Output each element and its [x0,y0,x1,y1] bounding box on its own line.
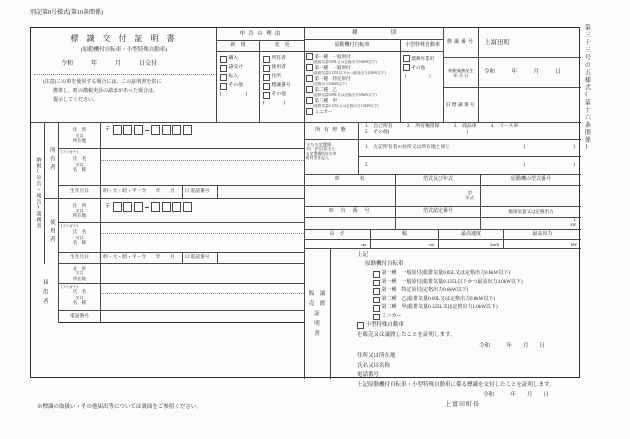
location-label-2: ※( )内は旧主た [306,147,336,151]
checkbox-icon[interactable] [373,288,380,295]
type-approval-header: 型式認定番号 [396,207,481,218]
address-label-1: 住 所 [72,202,87,208]
name-label-1: 氏 名 [72,289,87,295]
sale-intro: 上記 [357,252,369,258]
checkbox-icon[interactable] [306,53,313,60]
kind-moped-label: 第一種 一般原付 [314,64,351,70]
furigana-label: (フリガナ) [61,224,78,228]
chassis-number-header: 車 台 番 号 [304,207,396,218]
ownership-options-1: 1. 自己所有 2. 所有権留保 3. 商品車 4. リース車 [365,124,519,129]
user-address-label [59,199,101,223]
kind-moped-header: 原動機付自転車 [304,40,401,52]
reporter-side-label: 届出者 [31,264,59,323]
old-plate-label: 旧標識番号 [444,88,479,122]
reason-change-label: 住所 [271,74,282,80]
postal-digit-box[interactable] [151,202,160,212]
checkbox-icon[interactable] [306,108,313,115]
reason-new-label: その他 [228,83,243,89]
checkbox-icon[interactable] [403,55,410,62]
reason-change-label: 標識番号 [271,83,291,89]
reason-change-label: その他 [271,92,286,98]
kind-box [304,28,444,122]
reason-new-label: 購入 [228,56,239,62]
reason-change-item [263,92,286,99]
user-name-field[interactable] [101,223,304,253]
sale-item [373,280,523,287]
postal-digit-box[interactable] [162,125,171,135]
checkbox-icon[interactable] [220,74,227,81]
width-field[interactable] [371,240,439,249]
location-option-2: 2. [365,162,369,168]
reporter-name-field[interactable] [101,284,304,311]
postal-digit-box[interactable] [151,125,160,135]
name-label-1: 氏 名 [72,156,87,162]
owner-birth-field[interactable]: 明・大・昭・平・令 年 月 日 [101,186,183,199]
owner-phone-field[interactable] [218,186,304,199]
birth-label: 生年月日 [59,253,101,264]
reason-new-item [220,74,238,81]
postal-digit-box[interactable] [172,202,181,212]
sale-phone-label: 電話番号 [357,372,380,378]
main-form-table [30,27,580,378]
checkbox-icon[interactable] [263,83,270,90]
checkbox-icon[interactable] [220,65,227,72]
postal-mark: 〒 [105,203,111,210]
kind-special-label: 農耕作業用 [411,55,434,61]
kind-moped-sub: (総排気量0.05L又は定格出力0.6kW以下) [313,59,377,64]
owner-name-label [59,149,101,186]
sale-item-label: 第二種 乙(総排気量0.09L又は定格出力0.8kW以下) [381,296,496,302]
checkbox-icon[interactable] [263,65,270,72]
reporter-address-label [59,264,101,284]
phone-label: 電話番号 [183,186,218,199]
certificate-title-box [31,28,217,122]
reason-change-label: 所有者 [271,56,286,62]
sale-side-line: 明 [314,321,320,327]
checkbox-icon[interactable] [263,74,270,81]
ownership-label: 所 有 形 態 [304,122,359,140]
width-header: 幅 [371,230,439,240]
vehicle-name-field[interactable] [304,186,396,207]
kind-moped-item [306,64,386,75]
location-label [304,140,359,175]
name-label-2: 又は [75,234,84,240]
sale-certificate-body [331,249,581,379]
plate-number-field[interactable] [479,28,581,58]
name-label-1: 氏 名 [72,229,87,235]
address-label-1: 住 所 [72,127,87,133]
postal-digit-box[interactable] [134,202,143,212]
reporter-phone-field[interactable] [101,311,304,323]
sale-item-label: 第二種 甲(総排気量0.125L又は定格出力1.0kW以下) [381,305,498,311]
max-speed-field[interactable] [439,240,504,249]
reason-new-label: 譲受け [228,65,243,71]
checkbox-icon[interactable] [220,83,227,90]
reason-change-label: 使用者 [271,65,286,71]
owner-side-label: 所有者 [45,122,59,199]
birth-label: 生年月日 [59,186,101,199]
checkbox-icon[interactable] [263,92,270,99]
vehicle-name-header: 車 名 [304,175,396,186]
sale-date-line[interactable]: 令和 年 月 日 [479,343,546,349]
issue-date-line: 令和 年 月 日交付 [61,61,158,67]
max-speed-header: 最高速度 [439,230,504,240]
ownership-options-2: 5. その他( ) [365,129,468,135]
kind-moped-sub: (定格出力0.6kW以下) [313,81,347,86]
certificate-title: 標 識 交 付 証 明 書 [70,34,178,43]
issuer-name: 上富田町長 [445,402,481,408]
postal-digit-box[interactable] [123,125,132,135]
kind-special-item [403,55,434,62]
kind-special-label: その他 [411,64,425,70]
kind-moped-item [306,108,333,115]
reporter-name-label [59,284,101,311]
displacement-header: 総排気量又は定格出力 [481,207,581,218]
address-label-1: 住 所 [73,266,86,272]
model-sub-label: 型 [467,190,472,195]
unit-cm: cm [428,241,434,247]
name-label-3: 名 称 [72,239,87,245]
sale-statement: を販売又は譲渡したことを証明します。 [357,332,456,338]
tax-start-date-field[interactable]: 令和 年 月 日 [479,58,581,88]
form-code-left: 別記第8号様式(第10条関係) [30,10,103,16]
postal-digit-box[interactable] [162,202,171,212]
address-label-3: 所在地 [72,213,87,218]
sale-side-line: 販 譲 [308,291,326,297]
checkbox-icon[interactable] [220,56,227,63]
sale-item-label: 第一種 特定原付(定格出力0.6kW以下) [381,288,469,294]
postal-mark: 〒 [105,126,111,133]
address-label-2: 又は [75,132,84,138]
issue-certify-statement: 上記原動機付自転車・小型特殊自動車に係る標識を交付したことを証明します。 [357,382,555,388]
location-paren-2: ( ) [523,162,575,168]
sale-item-label: 第一種 一般原付(総排気量0.125L以下かつ最高出力4.0kW以下) [381,279,523,285]
model-year-field[interactable] [396,186,481,207]
postal-dash [145,130,149,131]
postal-dash [145,207,149,208]
old-plate-field[interactable] [479,88,581,122]
sale-item [373,288,468,295]
tax-start-date-label [444,58,479,88]
ownership-field[interactable] [359,122,581,140]
location-paren-1: ( ) [523,145,575,151]
phone-label: 電話番号 [59,311,101,323]
certificate-subtitle: (原動機付自転車・小型特殊自動車) [80,47,168,53]
model-year-header: 型式及び年式 [396,175,481,186]
name-label-3: 名 称 [72,299,87,305]
type-approval-field[interactable] [396,218,481,230]
kind-moped-item [306,53,377,64]
kind-moped-item [306,75,351,86]
unit-kw: kW [570,241,577,247]
postal-digit-box[interactable] [113,125,122,135]
reason-box [217,28,304,122]
kind-moped-sub: (総排気量0.125L以下かつ最高出力4.0kW以下) [313,70,386,75]
owner-name-field[interactable] [101,149,304,186]
user-birth-field[interactable]: 明・大・昭・平・令 年 月 日 [101,253,183,264]
sale-item [373,314,402,321]
sale-side-line: 証 [314,311,320,317]
checkbox-icon[interactable] [306,97,313,104]
checkbox-icon[interactable] [263,56,270,63]
address-label-3: 所在地 [73,275,86,281]
reason-header: 申 告 の 理 由 [217,28,304,41]
name-label-2: 又は [75,161,84,167]
unit-liter: L [573,218,576,222]
caution-line-3: 提示してください。 [53,98,99,103]
reason-change-other-paren[interactable]: ( ) [263,101,286,106]
kind-moped-sub: (総排気量0.09L又は定格出力0.8kW以下) [313,92,377,97]
caution-line-1: (注意)この車を使用する場合には、この証明書を常に [43,80,162,85]
phone-label: 電話番号 [183,253,218,264]
checkbox-icon[interactable] [373,314,380,321]
plate-number-label: 標識番号 [444,28,479,58]
checkbox-icon[interactable] [373,280,380,287]
checkbox-icon[interactable] [373,305,380,312]
unit-kw: kW [570,222,576,227]
sale-side-line: 書 [314,331,320,337]
sale-address-label: 住所又は所在地 [357,353,396,359]
reason-new-item [220,83,243,90]
reason-change-item [263,83,291,90]
sale-side-line: 売 渡 [308,301,326,307]
location-label-4: 町村名を記入 [306,156,329,161]
sale-item-label: ミニカー [381,313,402,319]
sale-certificate-side-label [304,249,331,379]
kind-moped-label: 第二種 甲 [314,97,337,103]
user-name-label [59,223,101,253]
checkbox-icon[interactable] [306,75,313,82]
kind-moped-label: 第二種 乙 [314,86,337,92]
blank-area [31,323,304,379]
length-field[interactable] [304,240,371,249]
issue-certify-date: 令和 年 月 日 [483,392,550,398]
user-address-field[interactable] [101,199,304,223]
postal-digit-box[interactable] [134,125,143,135]
kind-moped-label: 第一種 特定原付 [314,75,351,81]
chassis-number-field[interactable] [304,218,396,230]
tax-start-date-label-2: 年 月 日 [453,72,469,78]
checkbox-icon[interactable] [357,322,364,329]
caution-line-2: 携帯し、町の徴税吏員の請求があった場合は、 [53,89,158,94]
length-header: 長 さ [304,230,371,240]
sale-item [373,297,495,304]
sale-item-label: 第一種 一般原付(総排気量0.05L又は定格出力0.6kW以下) [381,271,511,277]
location-option-1: 1. 左記所有者の住所又は所在地と同じ [365,145,451,151]
footer-note: ※標識の取扱い・その他届出等については裏面をご参照ください。 [37,404,202,410]
max-output-header: 最高出力 [504,230,581,240]
engine-model-header: 原動機の型式番号 [481,175,581,186]
reason-new-item [220,65,243,72]
user-side-label: 使用者 [45,199,59,264]
max-output-field[interactable] [504,240,581,249]
sale-item [373,305,498,312]
engine-model-field[interactable] [481,186,581,207]
furigana-line [101,284,304,294]
postal-digit-box[interactable] [113,202,122,212]
taxpayer-side-label: 納税(申告・報告)義務者 [31,122,45,264]
dotted-separator [34,74,214,75]
kind-moped-item [306,97,378,108]
kind-moped-sub: (総排気量0.125L又は定格出力1.0kW以下) [313,103,379,108]
checkbox-icon[interactable] [306,86,313,93]
postal-digit-box[interactable] [123,202,132,212]
kind-moped-label: ミニカー [314,108,333,114]
address-label-2: 又は [75,208,84,213]
plate-box [444,28,581,122]
postal-digit-box[interactable] [172,125,181,135]
location-label-1: 主たる定置場 [306,142,332,147]
kind-moped-label: 第一種 一般原付 [314,53,351,59]
checkbox-icon[interactable] [403,64,410,71]
kind-moped-item [306,86,377,97]
postal-code-row [105,202,304,212]
location-row-1[interactable] [359,140,581,157]
address-label-3: 所在地 [72,137,87,143]
furigana-label: (フリガナ) [61,150,78,154]
owner-address-field[interactable] [101,122,304,149]
unit-cm: cm [360,241,366,247]
displacement-field[interactable] [481,218,581,230]
checkbox-icon[interactable] [373,297,380,304]
sale-special-item [357,322,404,329]
kind-special-header: 小型特殊自動車 [401,40,444,52]
reason-change-item [263,65,286,72]
kind-header: 種 別 [304,28,444,40]
kind-special-other-paren[interactable]: ( ) [405,73,431,78]
reason-change-item [263,74,281,81]
form-code-right: 第三十三号の五様式(第十六条関係) [583,24,590,152]
location-label-3: る定置場所在の市 [306,151,337,156]
checkbox-icon[interactable] [306,64,313,71]
kind-special-item [403,64,425,71]
furigana-label: (フリガナ) [61,285,78,289]
sale-item [373,271,510,278]
checkbox-icon[interactable] [373,271,380,278]
furigana-line [101,149,304,161]
user-phone-field[interactable] [218,253,304,264]
reason-change-header: 変 更 [260,41,304,52]
address-label-2: 又は [75,271,84,276]
reason-new-label: 転入 [228,74,239,80]
owner-address-label [59,122,101,149]
reason-new-item [220,56,238,63]
sale-special-label: 小型特殊自動車 [365,322,405,328]
unit-kmh: km/h [490,241,499,247]
name-label-3: 名 称 [72,166,87,172]
furigana-line [101,223,304,234]
postal-digit-box[interactable] [183,202,192,212]
year-sub-label: 年式 [465,195,474,200]
location-row-2[interactable] [359,157,581,175]
postal-digit-box[interactable] [183,125,192,135]
reason-new-header: 新 規 [217,41,260,52]
name-label-2: 又は [75,294,84,300]
sale-moped-header: 原動機付自転車 [365,261,404,267]
tax-start-date-label-1: 納税義務発生 [448,67,474,73]
sale-name-label: 氏名又は名称 [357,362,391,369]
reason-change-item [263,56,286,63]
reporter-address-field[interactable] [101,264,304,284]
plate-number-prefix: 上富田町 [484,38,510,46]
postal-code-row [105,125,304,135]
reason-new-other-paren[interactable]: ( ) [220,92,248,97]
